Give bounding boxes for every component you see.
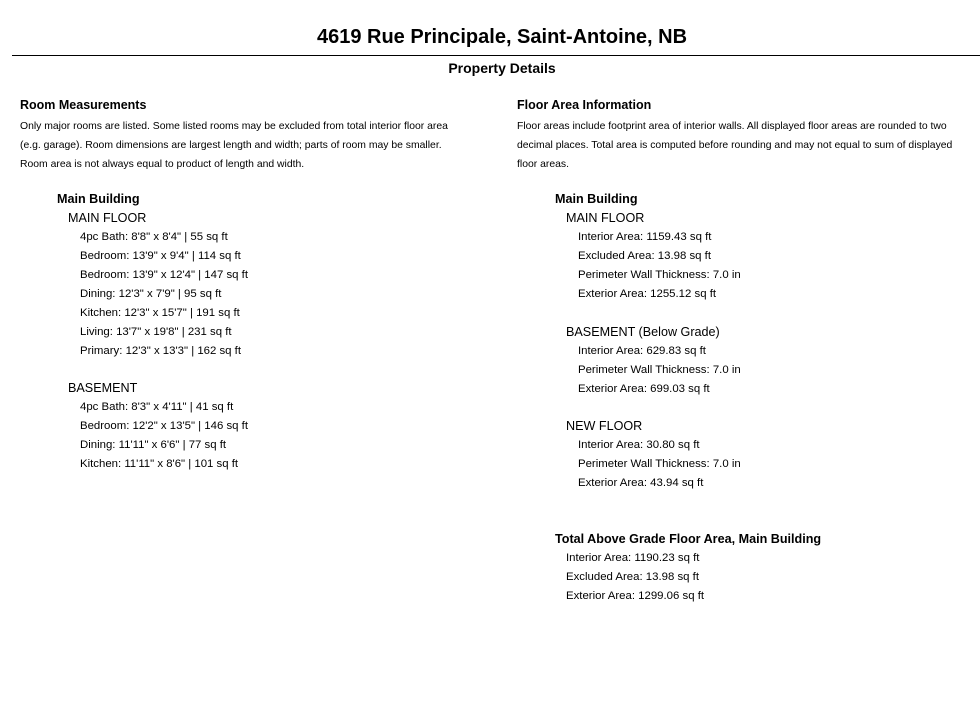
floor-area-entry: Excluded Area: 13.98 sq ft (578, 250, 711, 262)
floor-area-building-heading: Main Building (555, 192, 638, 206)
floor-area-note-line: Floor areas include footprint area of interior walls. All displayed floor areas are rounded to two (517, 121, 947, 132)
floor-area-heading-basement: BASEMENT (Below Grade) (566, 325, 720, 339)
room-measurements-heading: Room Measurements (20, 98, 147, 112)
floor-area-entry: Interior Area: 629.83 sq ft (578, 345, 706, 357)
total-floor-area-entry: Excluded Area: 13.98 sq ft (566, 571, 699, 583)
room-entry: Bedroom: 13'9" x 9'4" | 114 sq ft (80, 250, 241, 262)
floor-area-entry: Perimeter Wall Thickness: 7.0 in (578, 458, 741, 470)
room-building-heading: Main Building (57, 192, 140, 206)
total-floor-area-heading: Total Above Grade Floor Area, Main Building (555, 532, 822, 546)
floor-area-heading-new-floor: NEW FLOOR (566, 419, 643, 433)
floor-area-note-line: decimal places. Total area is computed before rounding and may not equal to sum of displayed (517, 140, 953, 151)
title-divider (12, 55, 980, 56)
floor-area-entry: Interior Area: 30.80 sq ft (578, 439, 700, 451)
room-entry: Primary: 12'3" x 13'3" | 162 sq ft (80, 345, 242, 357)
room-entry: Dining: 11'11" x 6'6" | 77 sq ft (80, 439, 227, 451)
floor-area-entry: Interior Area: 1159.43 sq ft (578, 231, 712, 243)
floor-area-heading-main: MAIN FLOOR (566, 211, 645, 225)
floor-area-entry: Exterior Area: 43.94 sq ft (578, 477, 704, 489)
room-entry: 4pc Bath: 8'8" x 8'4" | 55 sq ft (80, 231, 228, 243)
room-entry: Bedroom: 13'9" x 12'4" | 147 sq ft (80, 269, 249, 281)
floor-area-entry: Perimeter Wall Thickness: 7.0 in (578, 364, 741, 376)
room-measurements-note-line: (e.g. garage). Room dimensions are largest length and width; parts of room may be smaller. (20, 140, 442, 151)
room-entry: Kitchen: 12'3" x 15'7" | 191 sq ft (80, 307, 240, 319)
floor-area-note-line: floor areas. (517, 159, 569, 170)
room-entry: Bedroom: 12'2" x 13'5" | 146 sq ft (80, 420, 249, 432)
floor-area-entry: Perimeter Wall Thickness: 7.0 in (578, 269, 741, 281)
floor-area-entry: Exterior Area: 1255.12 sq ft (578, 288, 717, 300)
room-floor-heading-basement: BASEMENT (68, 381, 138, 395)
room-entry: Dining: 12'3" x 7'9" | 95 sq ft (80, 288, 222, 300)
floor-area-heading: Floor Area Information (517, 98, 652, 112)
page-subtitle: Property Details (448, 60, 556, 76)
room-measurements-note-line: Room area is not always equal to product of length and width. (20, 159, 305, 170)
room-measurements-note-line: Only major rooms are listed. Some listed rooms may be excluded from total interior floor area (20, 121, 448, 132)
room-entry: Kitchen: 11'11" x 8'6" | 101 sq ft (80, 458, 239, 470)
room-floor-heading-main: MAIN FLOOR (68, 211, 147, 225)
room-entry: Living: 13'7" x 19'8" | 231 sq ft (80, 326, 232, 338)
room-entry: 4pc Bath: 8'3" x 4'11" | 41 sq ft (80, 401, 234, 413)
floor-area-entry: Exterior Area: 699.03 sq ft (578, 383, 710, 395)
total-floor-area-entry: Interior Area: 1190.23 sq ft (566, 552, 700, 564)
page-title: 4619 Rue Principale, Saint-Antoine, NB (316, 26, 688, 48)
total-floor-area-entry: Exterior Area: 1299.06 sq ft (566, 590, 705, 602)
